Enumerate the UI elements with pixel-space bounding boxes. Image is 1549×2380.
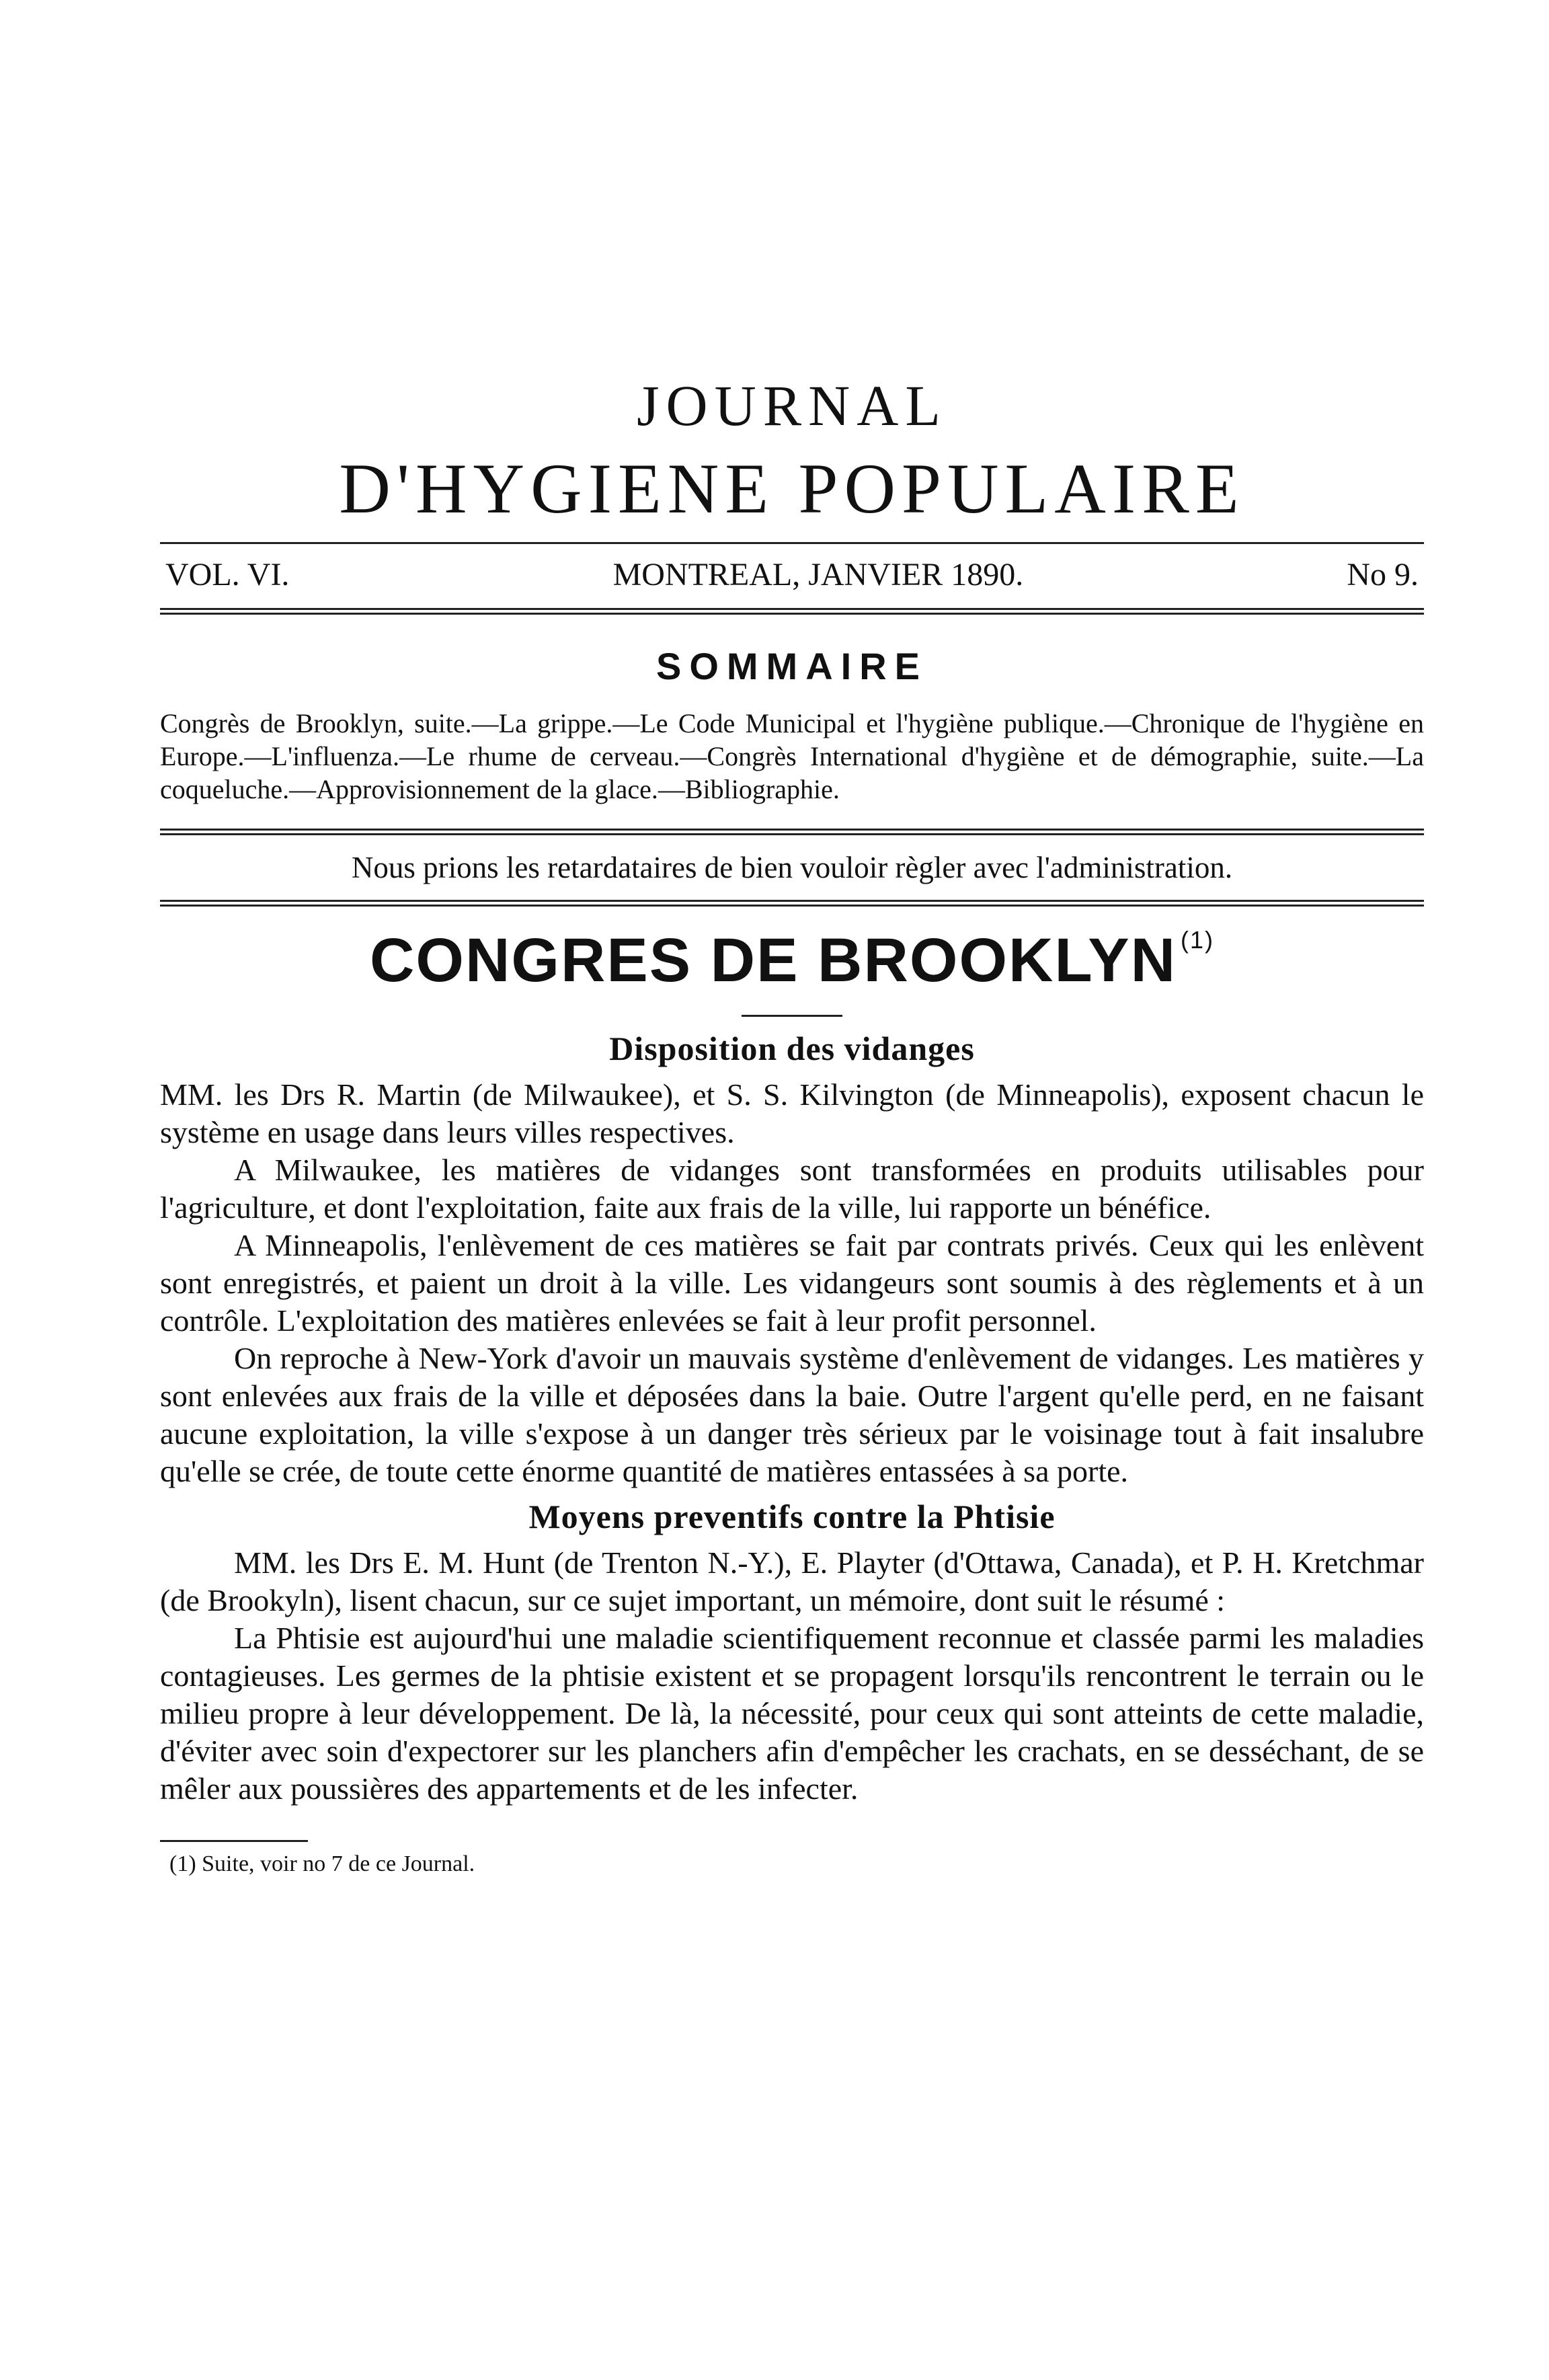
paragraph: MM. les Drs R. Martin (de Milwaukee), et S. S. Kilvington (de Minneapolis), exposent chacun le système en usage dans leurs villes respectives. <box>160 1077 1424 1150</box>
masthead-title: D'HYGIENE POPULAIRE <box>339 449 1245 528</box>
title-divider <box>742 1015 842 1017</box>
notice-rule-bottom <box>160 900 1424 907</box>
place-date: MONTREAL, JANVIER 1890. <box>612 557 1024 592</box>
journal-page <box>160 373 1424 1877</box>
article-title-text: CONGRES DE BROOKLYN <box>369 926 1177 995</box>
sommaire-heading: SOMMAIRE <box>656 645 928 687</box>
notice-block <box>160 829 1424 907</box>
paragraph: A Minneapolis, l'enlèvement de ces matières se fait par contrats privés. Ceux qui les enlèvent sont enregistrés, et paient un droit à la ville. Les vidangeurs sont soumis à des règlements et à un contrôle. L'exploitation des matières enlevées se fait à leur profit personnel. <box>160 1228 1424 1338</box>
paragraph: MM. les Drs E. M. Hunt (de Trenton N.-Y.), E. Playter (d'Ottawa, Canada), et P. H. Kretchmar (de Brookyln), lisent chacun, sur ce sujet important, un mémoire, dont suit le résumé : <box>160 1545 1424 1618</box>
section-heading-phtisie: Moyens preventifs contre la Phtisie <box>528 1498 1056 1536</box>
masthead-journal: JOURNAL <box>637 373 947 438</box>
article-title <box>160 927 1424 995</box>
issue-line <box>160 556 1424 593</box>
paragraph: La Phtisie est aujourd'hui une maladie scientifiquement reconnue et classée parmi les maladies contagieuses. Les germes de la phtisie existent et se propagent lorsqu'ils rencontrent le terrain ou le milieu propre à leur développement. De là, la nécessité, pour ceux qui sont atteints de cette maladie, d'éviter avec soin d'expectorer sur les planchers afin d'empêcher les crachats, en se desséchant, de se mêler aux poussières des appartements et de les infecter. <box>160 1621 1424 1806</box>
footnote-rule <box>160 1840 308 1842</box>
masthead-rule <box>160 542 1424 544</box>
notice-rule-top <box>160 829 1424 835</box>
sommaire-text: Congrès de Brooklyn, suite.—La grippe.—Le Code Municipal et l'hygiène publique.—Chronique de l'hygiène en Europe.—L'influenza.—Le rhume de cerveau.—Congrès International d'hygiène et de démographie, suite.—La coqueluche.—Approvisionnement de la glace.—Bibliographie. <box>160 708 1424 804</box>
paragraph: A Milwaukee, les matières de vidanges sont transformées en produits utilisables pour l'agriculture, et dont l'exploitation, faite aux frais de la ville, lui rapporte un bénéfice. <box>160 1153 1424 1225</box>
footnote-marker: (1) <box>1181 926 1215 954</box>
section-heading-vidanges: Disposition des vidanges <box>609 1030 975 1068</box>
issue-rule <box>160 608 1424 615</box>
volume-label: VOL. VI. <box>165 557 290 592</box>
paragraph: On reproche à New-York d'avoir un mauvais système d'enlèvement de vidanges. Les matières y sont enlevées aux frais de la ville et déposées dans la baie. Outre l'argent qu'elle perd, en ne faisant aucune exploitation, la ville s'expose à un danger très sérieux par le voisinage tout à fait insalubre qu'elle se crée, de toute cette énorme quantité de matières entassées à sa porte. <box>160 1341 1424 1489</box>
notice-text: Nous prions les retardataires de bien vouloir règler avec l'administration. <box>351 851 1233 884</box>
footnote: (1) Suite, voir no 7 de ce Journal. <box>169 1851 475 1877</box>
issue-number: No 9. <box>1347 557 1419 592</box>
